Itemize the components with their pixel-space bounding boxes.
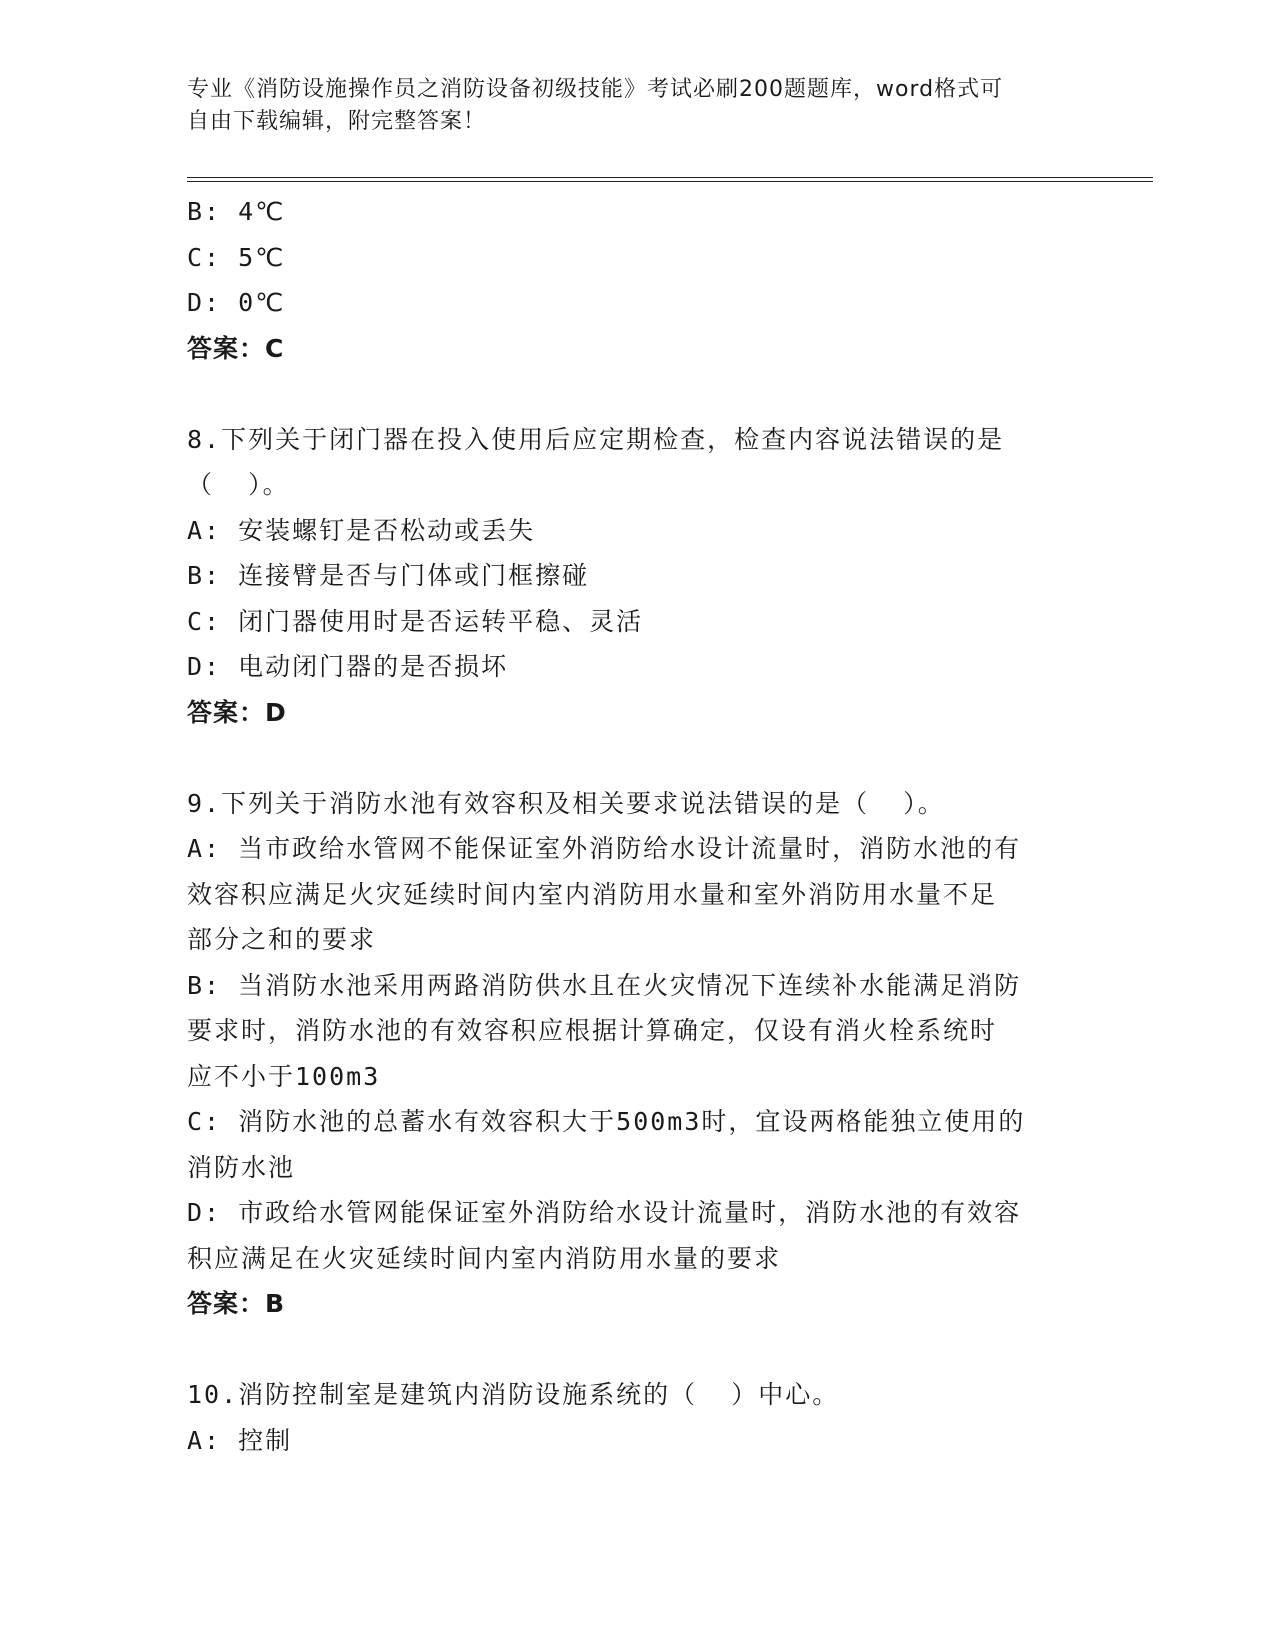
q8-answer: 答案：D: [187, 697, 287, 727]
question-content: [187, 189, 1087, 1463]
q9-option-a-line-1: A: 当市政给水管网不能保证室外消防给水设计流量时，消防水池的有: [187, 834, 1022, 863]
q9-option-b-line-2: 要求时，消防水池的有效容积应根据计算确定，仅设有消火栓系统时: [187, 1016, 998, 1045]
q9-option-c-line-2: 消防水池: [187, 1152, 296, 1182]
q7-option-b: B: 4℃: [187, 197, 286, 226]
q9-option-c-line-1: C: 消防水池的总蓄水有效容积大于500m3时，宜设两格能独立使用的: [187, 1107, 1026, 1136]
q8-option-c: C: 闭门器使用时是否运转平稳、灵活: [187, 606, 644, 636]
q9-option-b-line-3: 应不小于100m3: [187, 1061, 381, 1091]
q8-option-d: D: 电动闭门器的是否损坏: [187, 652, 509, 681]
header-divider-bottom: [187, 181, 1153, 182]
q8-question-line-1: 8.下列关于闭门器在投入使用后应定期检查，检查内容说法错误的是: [187, 424, 1005, 454]
q10-question: 10.消防控制室是建筑内消防设施系统的（ ）中心。: [187, 1380, 840, 1409]
q8-question-line-2: （ ）。: [187, 470, 290, 499]
q7-option-d: D: 0℃: [187, 288, 286, 317]
q9-question: 9.下列关于消防水池有效容积及相关要求说法错误的是（ ）。: [187, 788, 945, 818]
header-divider-top: [187, 177, 1153, 178]
q9-option-d-line-1: D: 市政给水管网能保证室外消防给水设计流量时，消防水池的有效容: [187, 1198, 1022, 1227]
document-header: [187, 74, 1087, 138]
q9-option-d-line-2: 积应满足在火灾延续时间内室内消防用水量的要求: [187, 1243, 782, 1273]
q8-option-a: A: 安装螺钉是否松动或丢失: [187, 515, 536, 545]
q9-option-a-line-3: 部分之和的要求: [187, 925, 377, 954]
q8-option-b: B: 连接臂是否与门体或门框擦碰: [187, 561, 590, 590]
q7-option-c: C: 5℃: [187, 242, 286, 272]
q9-option-b-line-1: B: 当消防水池采用两路消防供水且在火灾情况下连续补水能满足消防: [187, 970, 1022, 1000]
q9-option-a-line-2: 效容积应满足火灾延续时间内室内消防用水量和室外消防用水量不足: [187, 879, 998, 909]
q7-answer: 答案：C: [187, 333, 285, 363]
header-line-1: 专业《消防设施操作员之消防设备初级技能》考试必刷200题题库，word格式可: [187, 77, 1004, 102]
q9-answer: 答案：B: [187, 1289, 286, 1318]
header-line-2: 自由下载编辑，附完整答案！: [187, 109, 487, 134]
q10-option-a: A: 控制: [187, 1425, 293, 1455]
